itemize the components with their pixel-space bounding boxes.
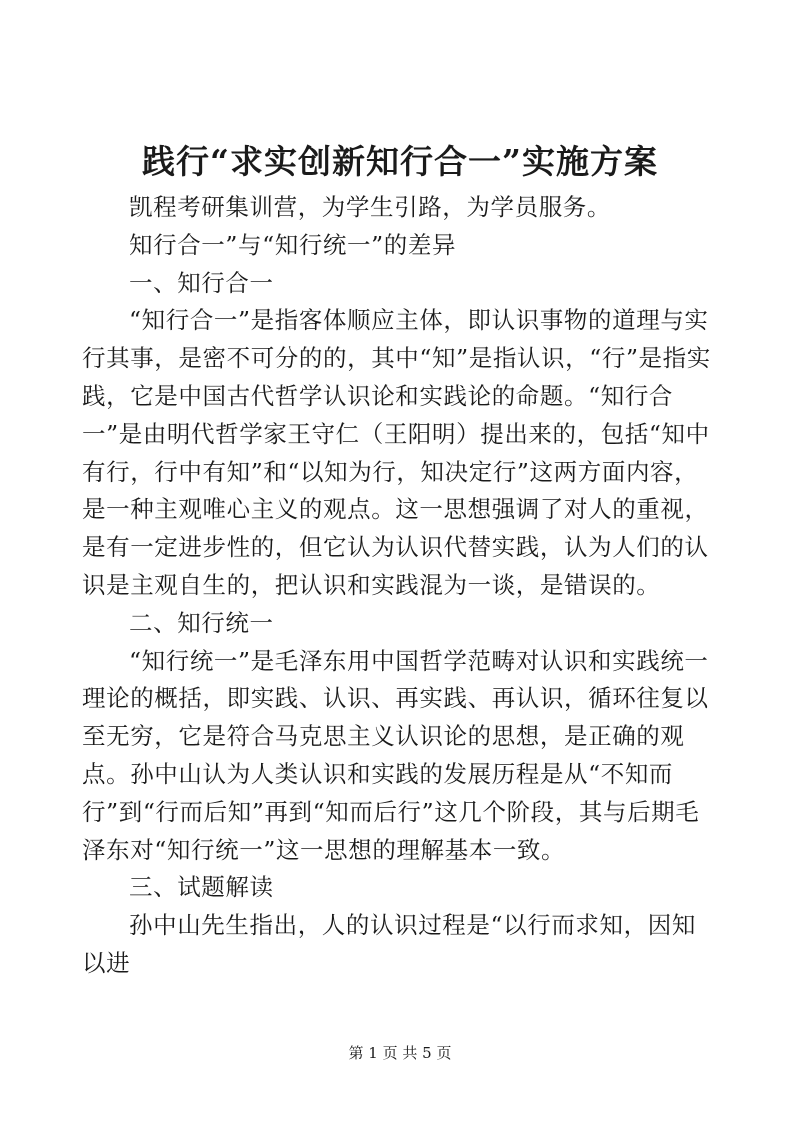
document-body: [82, 189, 712, 983]
page-number-footer: 第 1 页 共 5 页: [348, 1044, 452, 1062]
section-heading-1: 一、知行合一: [129, 268, 274, 297]
section-heading-3: 三、试题解读: [129, 873, 274, 902]
body-paragraph-1: “知行合一”是指客体顺应主体，即认识事物的道理与实行其事，是密不可分的的，其中“知”是指认识，“行”是指实践，它是中国古代哲学认识论和实践论的命题。“知行合一”是由明代哲学家王守仁（王阳明）提出来的，包括“知中有行，行中有知”和“以知为行，知决定行”这两方面内容，是一种主观唯心主义的观点。这一思想强调了对人的重视，是有一定进步性的，但它认为认识代替实践，认为人们的认识是主观自生的，把认识和实践混为一谈，是错误的。: [82, 306, 711, 599]
section-heading-2: 二、知行统一: [129, 608, 274, 637]
intro-paragraph: 凯程考研集训营，为学生引路，为学员服务。: [129, 193, 611, 221]
body-paragraph-3: 孙中山先生指出，人的认识过程是“以行而求知，因知以进: [82, 911, 696, 977]
body-paragraph-2: “知行统一”是毛泽东用中国哲学范畴对认识和实践统一理论的概括，即实践、认识、再实践、再认识，循环往复以至无穷，它是符合马克思主义认识论的思想，是正确的观点。孙中山认为人类认识和实践的发展历程是从“不知而行”到“行而后知”再到“知而后行”这几个阶段，其与后期毛泽东对“知行统一”这一思想的理解基本一致。: [82, 646, 709, 864]
section-heading-difference: 知行合一”与“知行统一”的差异: [129, 230, 457, 259]
document-title: 践行“求实创新知行合一”实施方案: [142, 142, 658, 181]
